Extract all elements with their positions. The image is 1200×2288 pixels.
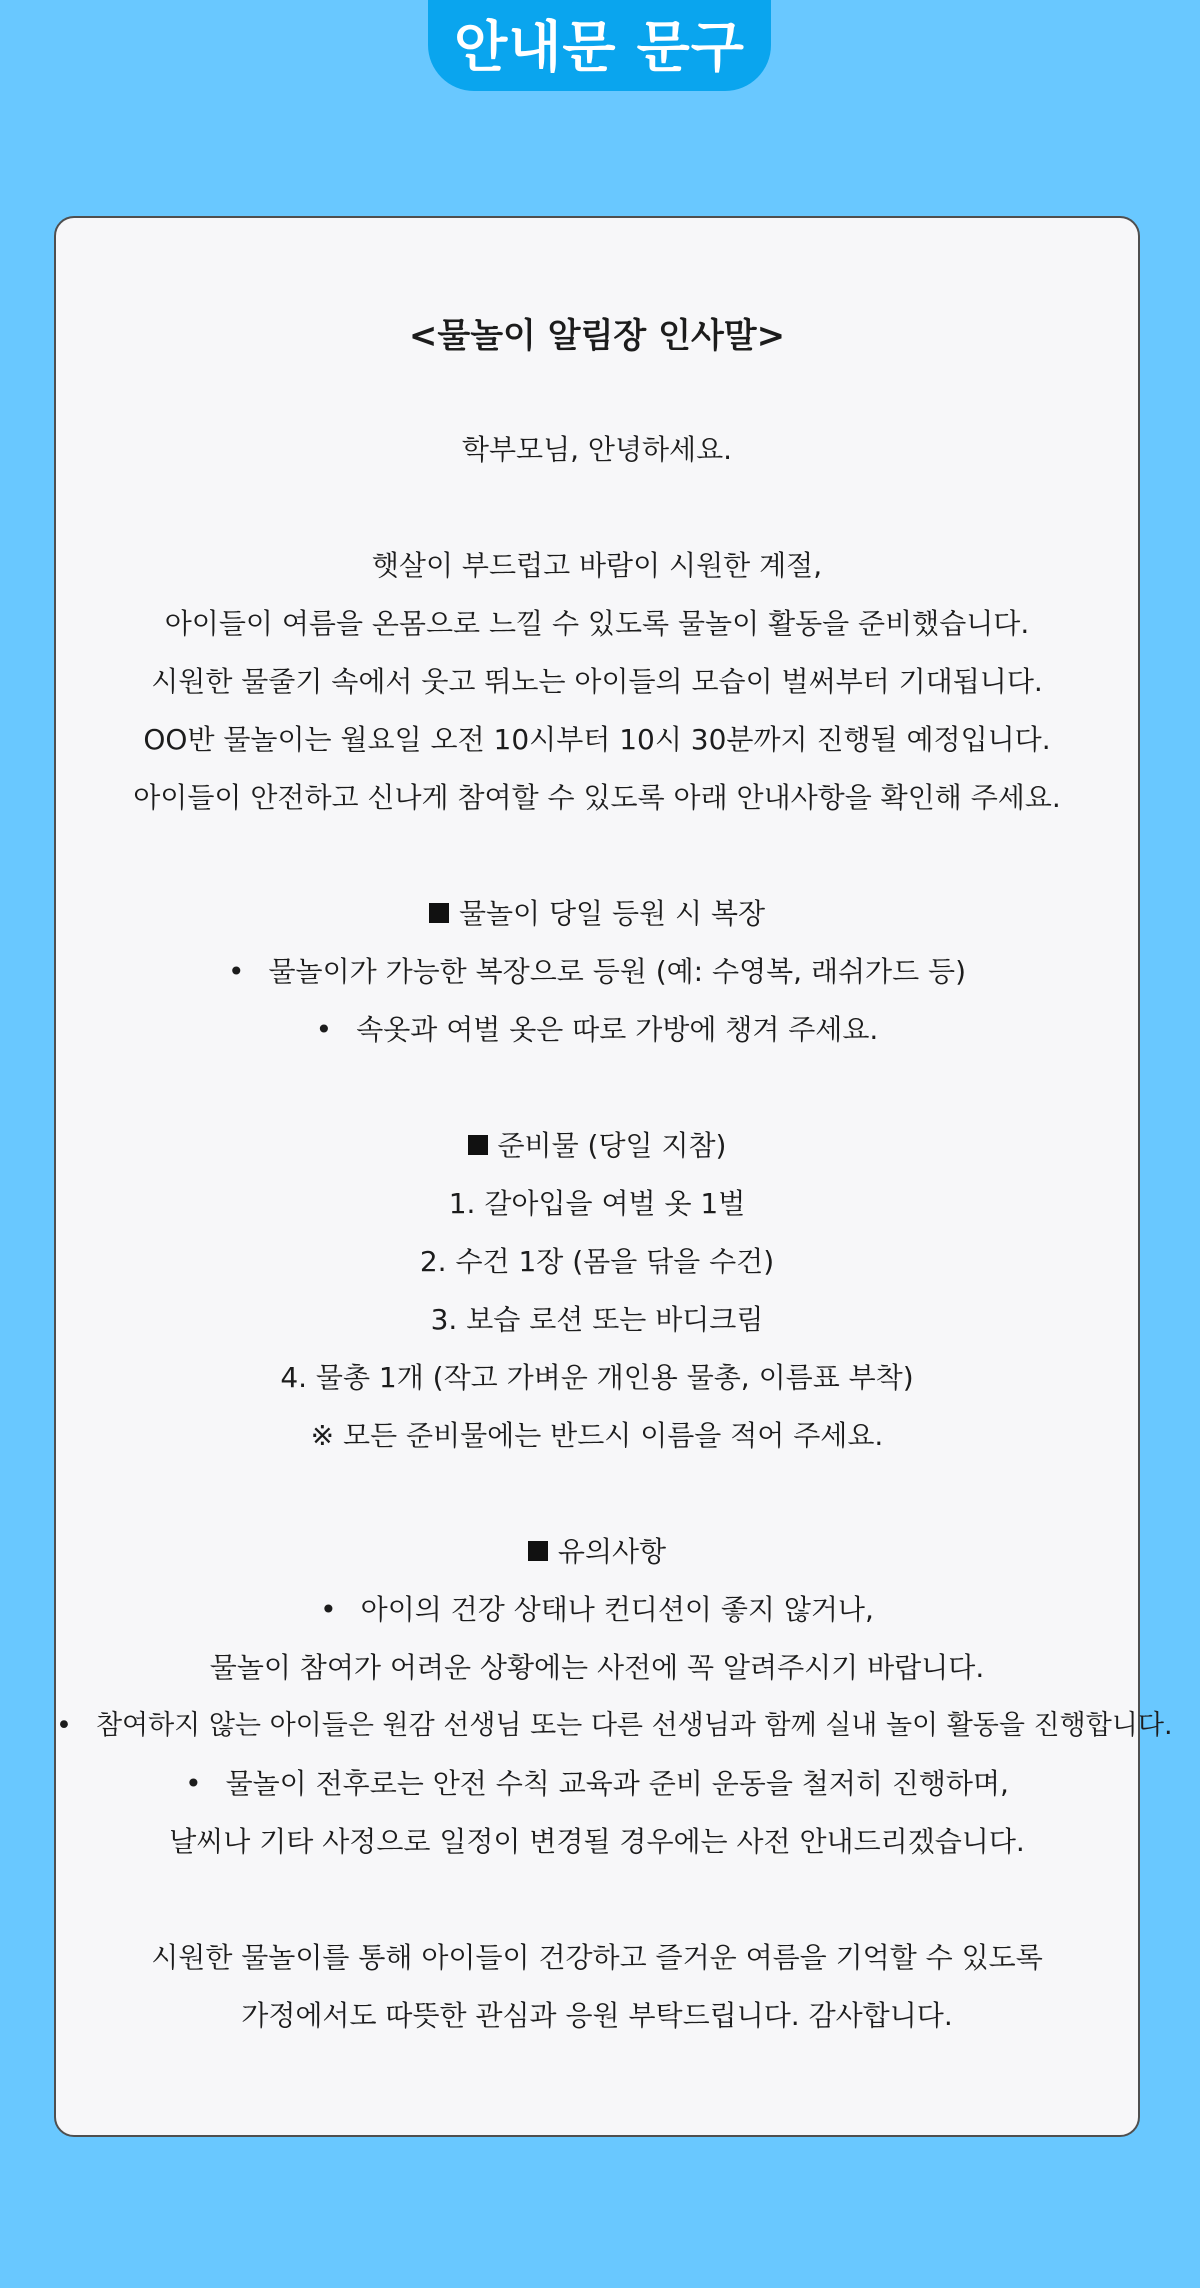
- intro-line: 시원한 물줄기 속에서 웃고 뛰노는 아이들의 모습이 벌써부터 기대됩니다.: [151, 665, 1043, 698]
- notice-heading: <물놀이 알림장 인사말>: [408, 316, 786, 356]
- title-badge: [428, 0, 771, 91]
- supply-item: 4. 물총 1개 (작고 가벼운 개인용 물총, 이름표 부착): [280, 1361, 914, 1394]
- attire-item: • 물놀이가 가능한 복장으로 등원 (예: 수영복, 래쉬가드 등): [56, 952, 1138, 992]
- section-title-attire: 물놀이 당일 등원 시 복장: [56, 894, 1138, 934]
- closing-line: 가정에서도 따뜻한 관심과 응원 부탁드립니다. 감사합니다.: [241, 1999, 953, 2032]
- caution-item: • 아이의 건강 상태나 컨디션이 좋지 않거나,: [56, 1590, 1138, 1630]
- intro-line: OO반 물놀이는 월요일 오전 10시부터 10시 30분까지 진행될 예정입니다.: [143, 723, 1051, 756]
- square-bullet-icon: [429, 903, 449, 923]
- square-bullet-icon: [468, 1135, 488, 1155]
- attire-item: • 속옷과 여벌 옷은 따로 가방에 챙겨 주세요.: [56, 1010, 1138, 1050]
- caution-item: • 물놀이 전후로는 안전 수칙 교육과 준비 운동을 철저히 진행하며,: [56, 1764, 1138, 1804]
- square-bullet-icon: [528, 1541, 548, 1561]
- page-title: 안내문 문구: [454, 15, 745, 79]
- caution-item: • 참여하지 않는 아이들은 원감 선생님 또는 다른 선생님과 함께 실내 놀이 활동을 진행합니다.: [56, 1706, 1138, 1746]
- supply-item: 3. 보습 로션 또는 바디크림: [430, 1303, 764, 1336]
- section-title-cautions: 유의사항: [56, 1532, 1138, 1572]
- closing-line: 시원한 물놀이를 통해 아이들이 건강하고 즐거운 여름을 기억할 수 있도록: [151, 1941, 1043, 1974]
- caution-item-continued: 날씨나 기타 사정으로 일정이 변경될 경우에는 사전 안내드리겠습니다.: [169, 1825, 1025, 1858]
- section-title-supplies: 준비물 (당일 지참): [56, 1126, 1138, 1166]
- supply-item: 1. 갈아입을 여벌 옷 1벌: [448, 1187, 746, 1220]
- intro-line: 햇살이 부드럽고 바람이 시원한 계절,: [371, 549, 823, 582]
- intro-line: 아이들이 안전하고 신나게 참여할 수 있도록 아래 안내사항을 확인해 주세요.: [133, 781, 1061, 814]
- caution-item-continued: 물놀이 참여가 어려운 상황에는 사전에 꼭 알려주시기 바랍니다.: [209, 1651, 985, 1684]
- greeting: 학부모님, 안녕하세요.: [461, 433, 733, 466]
- notice-card: [54, 216, 1173, 2137]
- supply-item: 2. 수건 1장 (몸을 닦을 수건): [419, 1245, 775, 1278]
- intro-line: 아이들이 여름을 온몸으로 느낄 수 있도록 물놀이 활동을 준비했습니다.: [164, 607, 1030, 640]
- supply-note: ※ 모든 준비물에는 반드시 이름을 적어 주세요.: [310, 1419, 884, 1452]
